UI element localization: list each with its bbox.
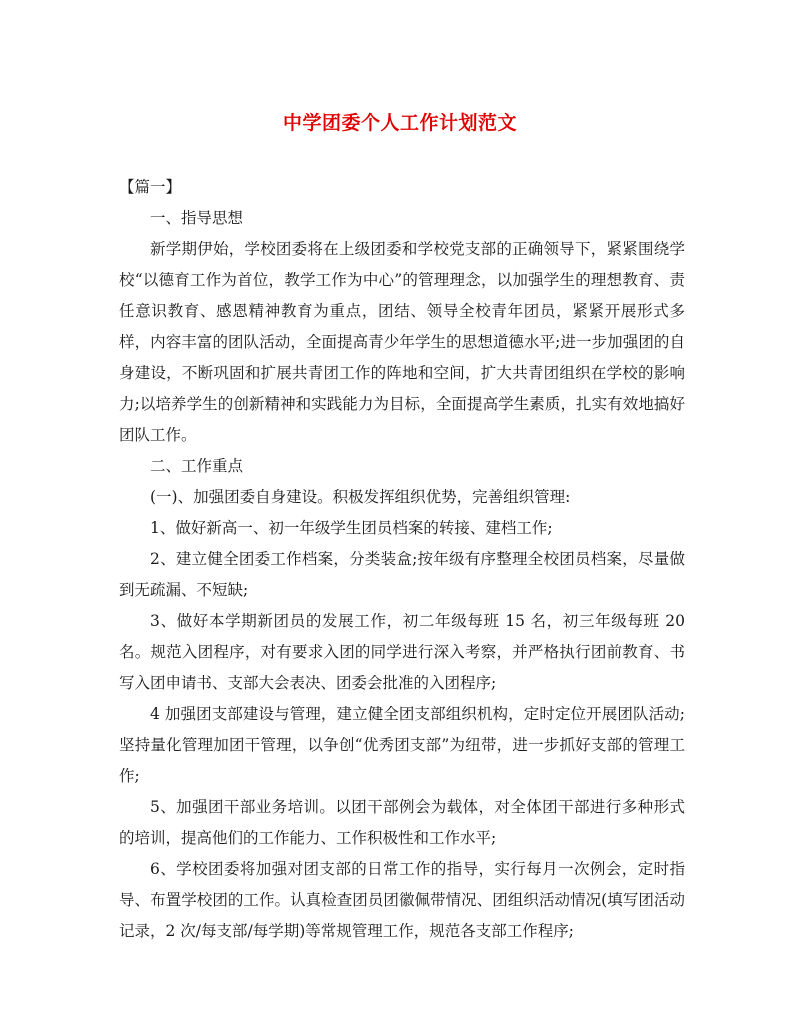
heading-work-focus: 二、工作重点 [150, 457, 244, 475]
document-title: 中学团委个人工作计划范文 [282, 112, 517, 134]
list-item: 5、加强团干部业务培训。以团干部例会为载体，对全体团干部进行多种形式的培训，提高他们的工作能力、工作积极性和工作水平; [119, 798, 685, 847]
subheading-self-building: (一)、加强团委自身建设。积极发挥组织优势，完善组织管理: [150, 488, 571, 506]
document-body [119, 172, 685, 947]
list-item: 6、学校团委将加强对团支部的日常工作的指导，实行每月一次例会，定时指导、布置学校团的工作。认真检查团员团徽佩带情况、团组织活动情况(填写团活动记录，2 次/每支部/每学期)等常规管理工作，规范各支部工作程序; [119, 860, 685, 940]
list-item: 3、做好本学期新团员的发展工作，初二年级每班 15 名，初三年级每班 20 名。规范入团程序，对有要求入团的同学进行深入考察，并严格执行团前教育、书写入团申请书、支部大会表决、团委会批准的入团程序; [119, 612, 685, 692]
list-item: 1、做好新高一、初一年级学生团员档案的转接、建档工作; [150, 519, 553, 537]
list-item: 4 加强团支部建设与管理，建立健全团支部组织机构，定时定位开展团队活动;坚持量化管理加团干管理，以争创“优秀团支部”为纽带，进一步抓好支部的管理工作; [119, 705, 685, 785]
paragraph-guiding-ideology: 新学期伊始，学校团委将在上级团委和学校党支部的正确领导下，紧紧围绕学校“以德育工作为首位，教学工作为中心”的管理理念，以加强学生的理想教育、责任意识教育、感恩精神教育为重点，团结、领导全校青年团员，紧紧开展形式多样，内容丰富的团队活动，全面提高青少年学生的思想道德水平;进一步加强团的自身建设，不断巩固和扩展共青团工作的阵地和空间，扩大共青团组织在学校的影响力;以培养学生的创新精神和实践能力为目标，全面提高学生素质，扎实有效地搞好团队工作。 [119, 240, 685, 444]
heading-guiding-ideology: 一、指导思想 [150, 209, 244, 227]
section-label: 【篇一】 [119, 178, 182, 196]
list-item: 2、建立健全团委工作档案，分类装盒;按年级有序整理全校团员档案，尽量做到无疏漏、不短缺; [119, 550, 685, 599]
